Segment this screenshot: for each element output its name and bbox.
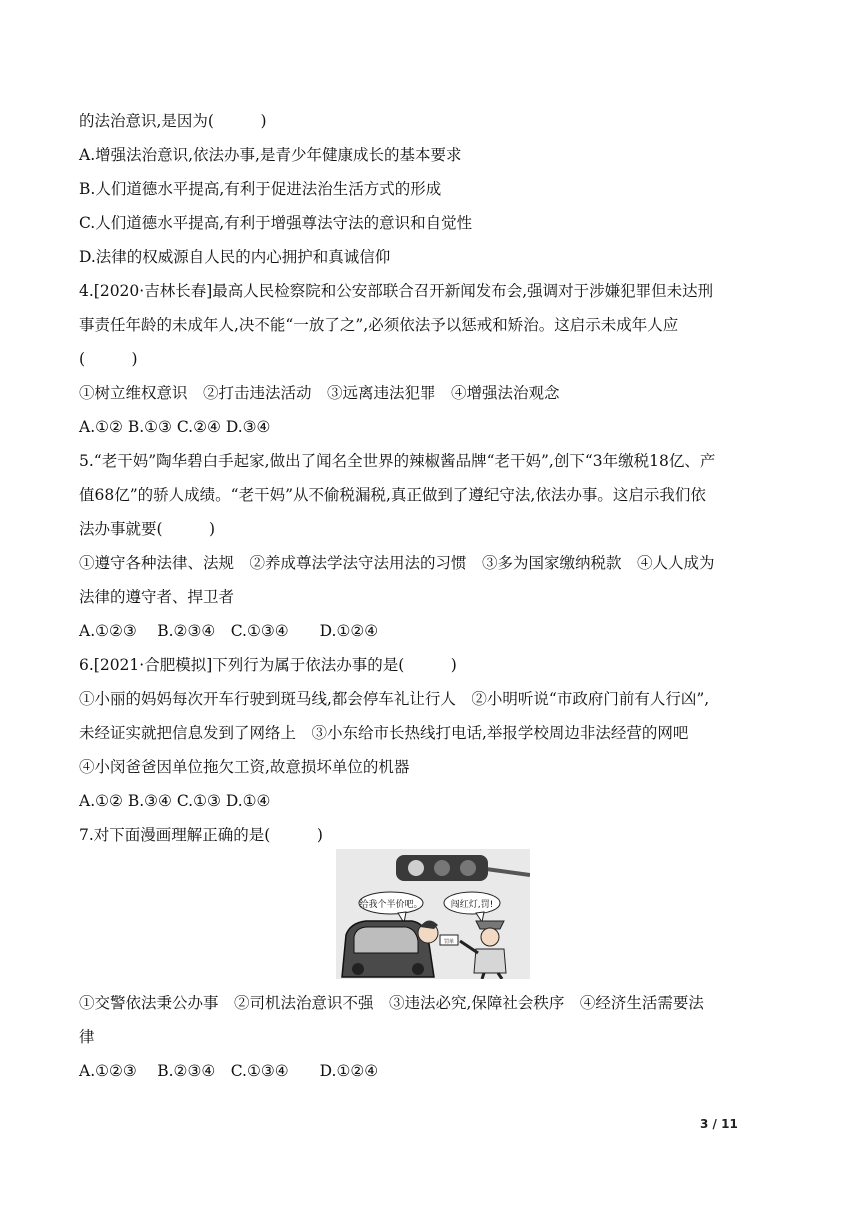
traffic-comic-image: [336, 849, 530, 979]
text-line: 5.“老干妈”陶华碧白手起家,做出了闻名全世界的辣椒酱品牌“老干妈”,创下“3年缴税18亿、产: [79, 452, 716, 470]
text-line: 6.[2021·合肥模拟]下列行为属于依法办事的是( ): [79, 656, 457, 674]
driver-bubble-text: 给我个半价吧。: [359, 900, 423, 910]
text-line: 未经证实就把信息发到了网络上 ③小东给市长热线打电话,举报学校周边非法经营的网吧: [79, 724, 689, 742]
text-line: D.法律的权威源自人民的内心拥护和真诚信仰: [79, 248, 391, 266]
text-line: ①遵守各种法律、法规 ②养成尊法学法守法用法的习惯 ③多为国家缴纳税款 ④人人成为: [79, 554, 715, 572]
comic-illustration: [336, 849, 530, 979]
text-line: ④小闵爸爸因单位拖欠工资,故意损坏单位的机器: [79, 758, 410, 776]
text-line: C.人们道德水平提高,有利于增强尊法守法的意识和自觉性: [79, 214, 473, 232]
text-line: A.①②③ B.②③④ C.①③④ D.①②④: [79, 1062, 379, 1080]
text-line: 的法治意识,是因为( ): [79, 112, 267, 130]
text-line: 4.[2020·吉林长春]最高人民检察院和公安部联合召开新闻发布会,强调对于涉嫌犯罪但未达刑: [79, 282, 714, 300]
text-line: ①交警依法秉公办事 ②司机法治意识不强 ③违法必究,保障社会秩序 ④经济生活需要法: [79, 994, 704, 1012]
text-line: B.人们道德水平提高,有利于促进法治生活方式的形成: [79, 180, 442, 198]
text-line: 法办事就要( ): [79, 520, 216, 538]
text-line: A.①②③ B.②③④ C.①③④ D.①②④: [79, 622, 379, 640]
text-line: A.①② B.③④ C.①③ D.①④: [79, 792, 271, 810]
text-line: ( ): [79, 350, 138, 368]
text-line: A.①② B.①③ C.②④ D.③④: [79, 418, 271, 436]
police-officer-figure: [481, 928, 499, 946]
text-line: 7.对下面漫画理解正确的是( ): [79, 826, 323, 844]
text-line: ①小丽的妈妈每次开车行驶到斑马线,都会停车礼让行人 ②小明听说“市政府门前有人行凶”,: [79, 690, 710, 708]
ticket-text: 罚单: [443, 939, 455, 945]
text-line: 值68亿”的骄人成绩。“老干妈”从不偷税漏税,真正做到了遵纪守法,依法办事。这启示我们依: [79, 486, 706, 504]
text-line: 律: [79, 1028, 95, 1046]
page-number: 3 / 11: [700, 1117, 738, 1131]
text-line: ①树立维权意识 ②打击违法活动 ③远离违法犯罪 ④增强法治观念: [79, 384, 560, 402]
police-bubble-text: 闯红灯,罚!: [450, 900, 494, 910]
text-line: 法律的遵守者、捍卫者: [79, 588, 235, 606]
text-line: A.增强法治意识,依法办事,是青少年健康成长的基本要求: [79, 146, 462, 164]
text-line: 事责任年龄的未成年人,决不能“一放了之”,必须依法予以惩戒和矫治。这启示未成年人应: [79, 316, 679, 334]
